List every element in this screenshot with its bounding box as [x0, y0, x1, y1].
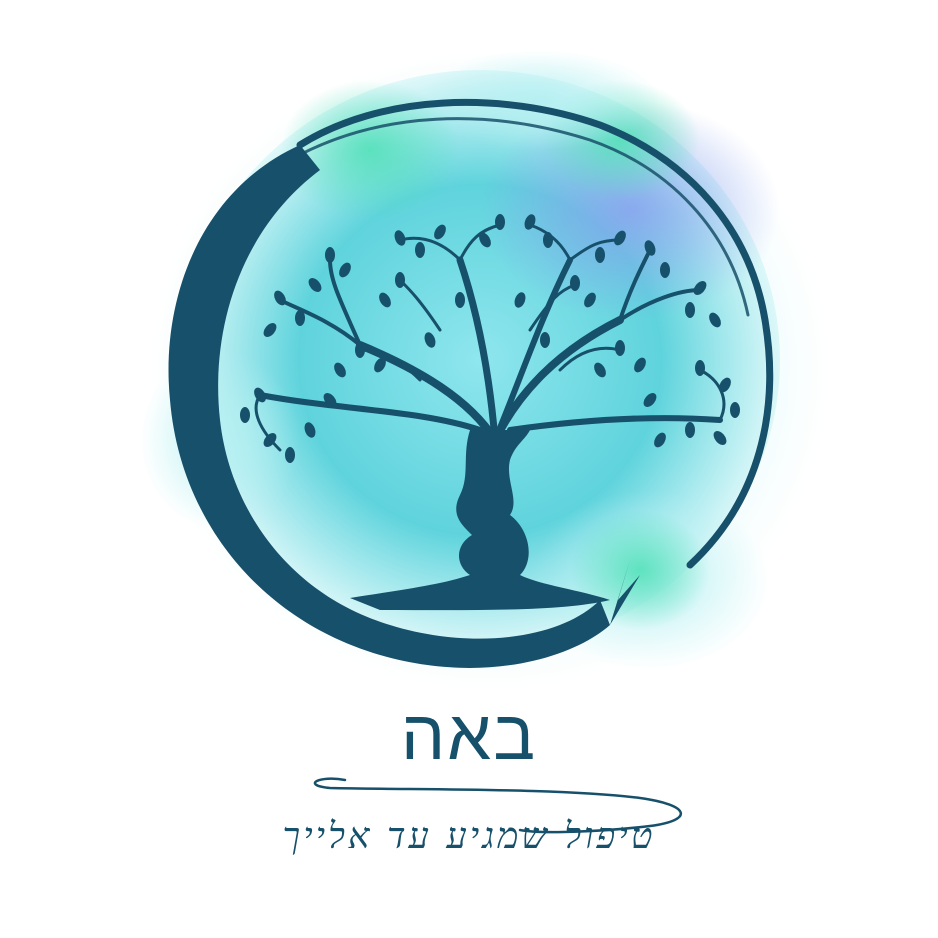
- brand-title: באה: [400, 694, 538, 776]
- brand-tagline: טיפול שמגיע עד אלייך: [282, 816, 656, 857]
